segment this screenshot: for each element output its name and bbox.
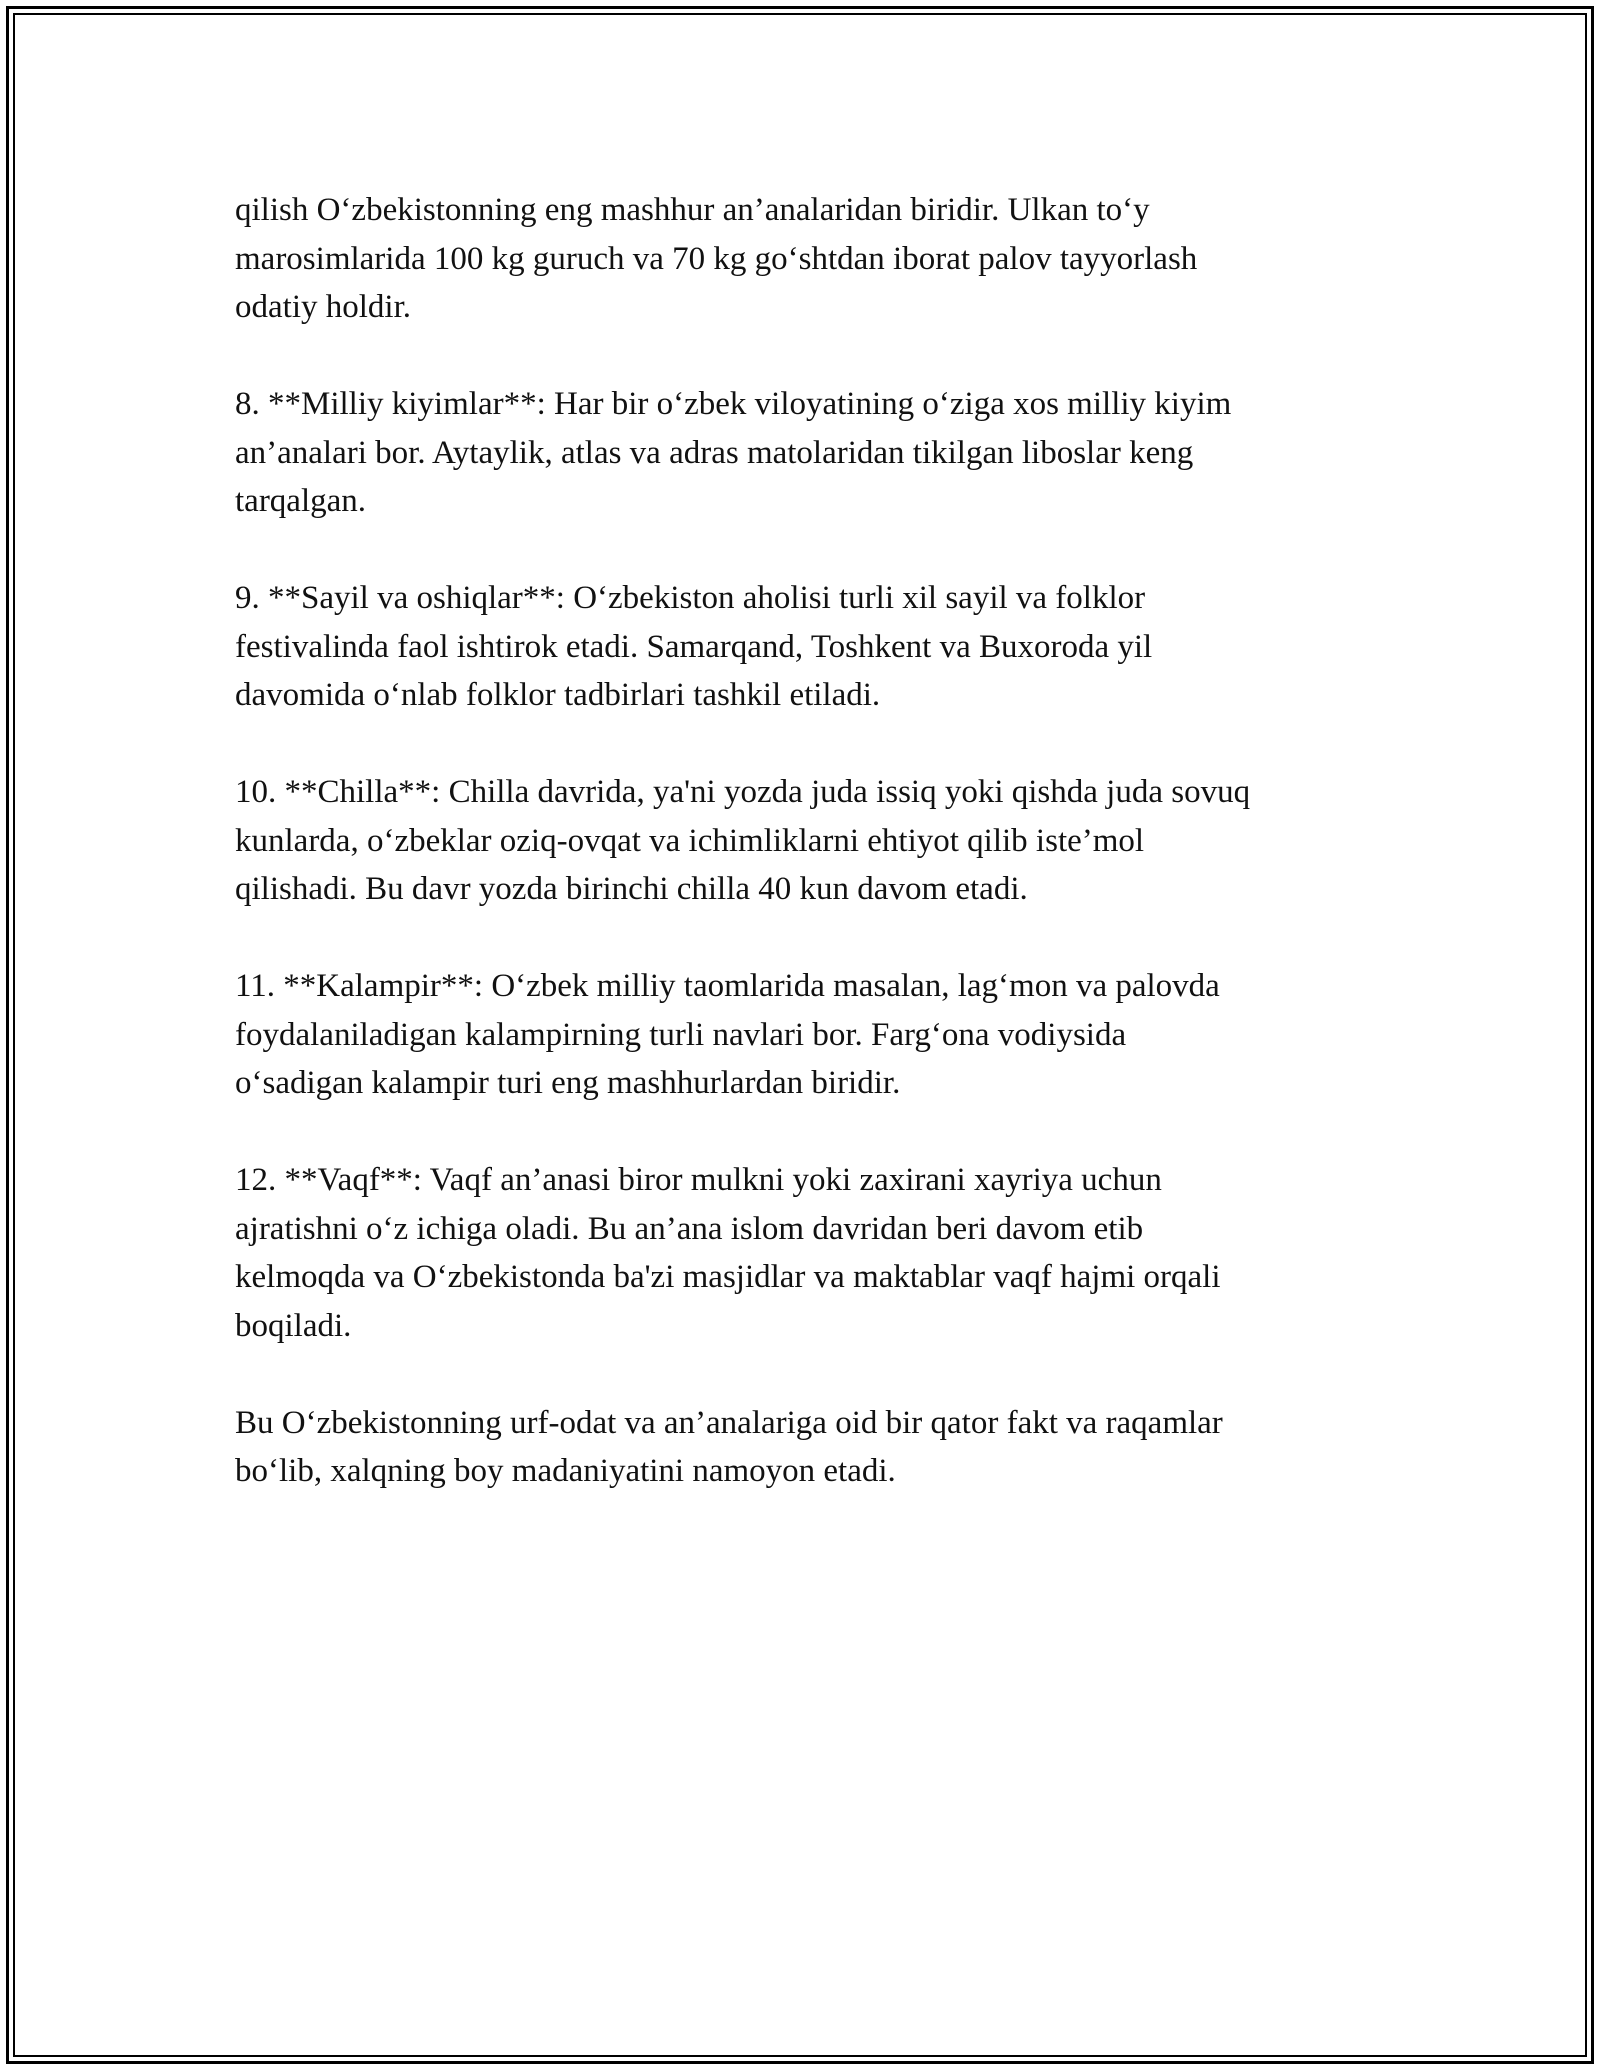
paragraph-conclusion: Bu O‘zbekistonning urf-odat va an’analariga oid bir qator fakt va raqamlar bo‘lib, xalqning boy madaniyatini namoyon etadi. [235, 1404, 1223, 1489]
paragraph-kalampir: 11. **Kalampir**: O‘zbek milliy taomlarida masalan, lag‘mon va palovda foydalaniladigan kalampirning turli navlari bor. Farg‘ona vodiysida o‘sadigan kalampir turi eng mashhurlardan biridir. [235, 968, 1220, 1101]
paragraph-chilla: 10. **Chilla**: Chilla davrida, ya'ni yozda juda issiq yoki qishda juda sovuq kunlarda, o‘zbeklar oziq-ovqat va ichimliklarni ehtiyot qilib iste’mol qilishadi. Bu davr yozda birinchi chilla 40 kun davom etadi. [235, 774, 1251, 907]
document-body [235, 186, 1385, 1544]
paragraph-vaqf: 12. **Vaqf**: Vaqf an’anasi biror mulkni yoki zaxirani xayriya uchun ajratishni o‘z ichiga oladi. Bu an’ana islom davridan beri davom etib kelmoqda va O‘zbekistonda ba'zi masjidlar va maktablar vaqf hajmi orqali boqiladi. [235, 1162, 1221, 1344]
paragraph-milliy-kiyimlar: 8. **Milliy kiyimlar**: Har bir o‘zbek viloyatining o‘ziga xos milliy kiyim an’analari bor. Aytaylik, atlas va adras matolaridan tikilgan liboslar keng tarqalgan. [235, 386, 1232, 519]
paragraph-sayil-va-oshiqlar: 9. **Sayil va oshiqlar**: O‘zbekiston aholisi turli xil sayil va folklor festivalinda faol ishtirok etadi. Samarqand, Toshkent va Buxoroda yil davomida o‘nlab folklor tadbirlari tashkil etiladi. [235, 580, 1153, 713]
paragraph-palov: qilish O‘zbekistonning eng mashhur an’analaridan biridir. Ulkan to‘y marosimlarida 100 kg guruch va 70 kg go‘shtdan iborat palov tayyorlash odatiy holdir. [235, 192, 1198, 325]
